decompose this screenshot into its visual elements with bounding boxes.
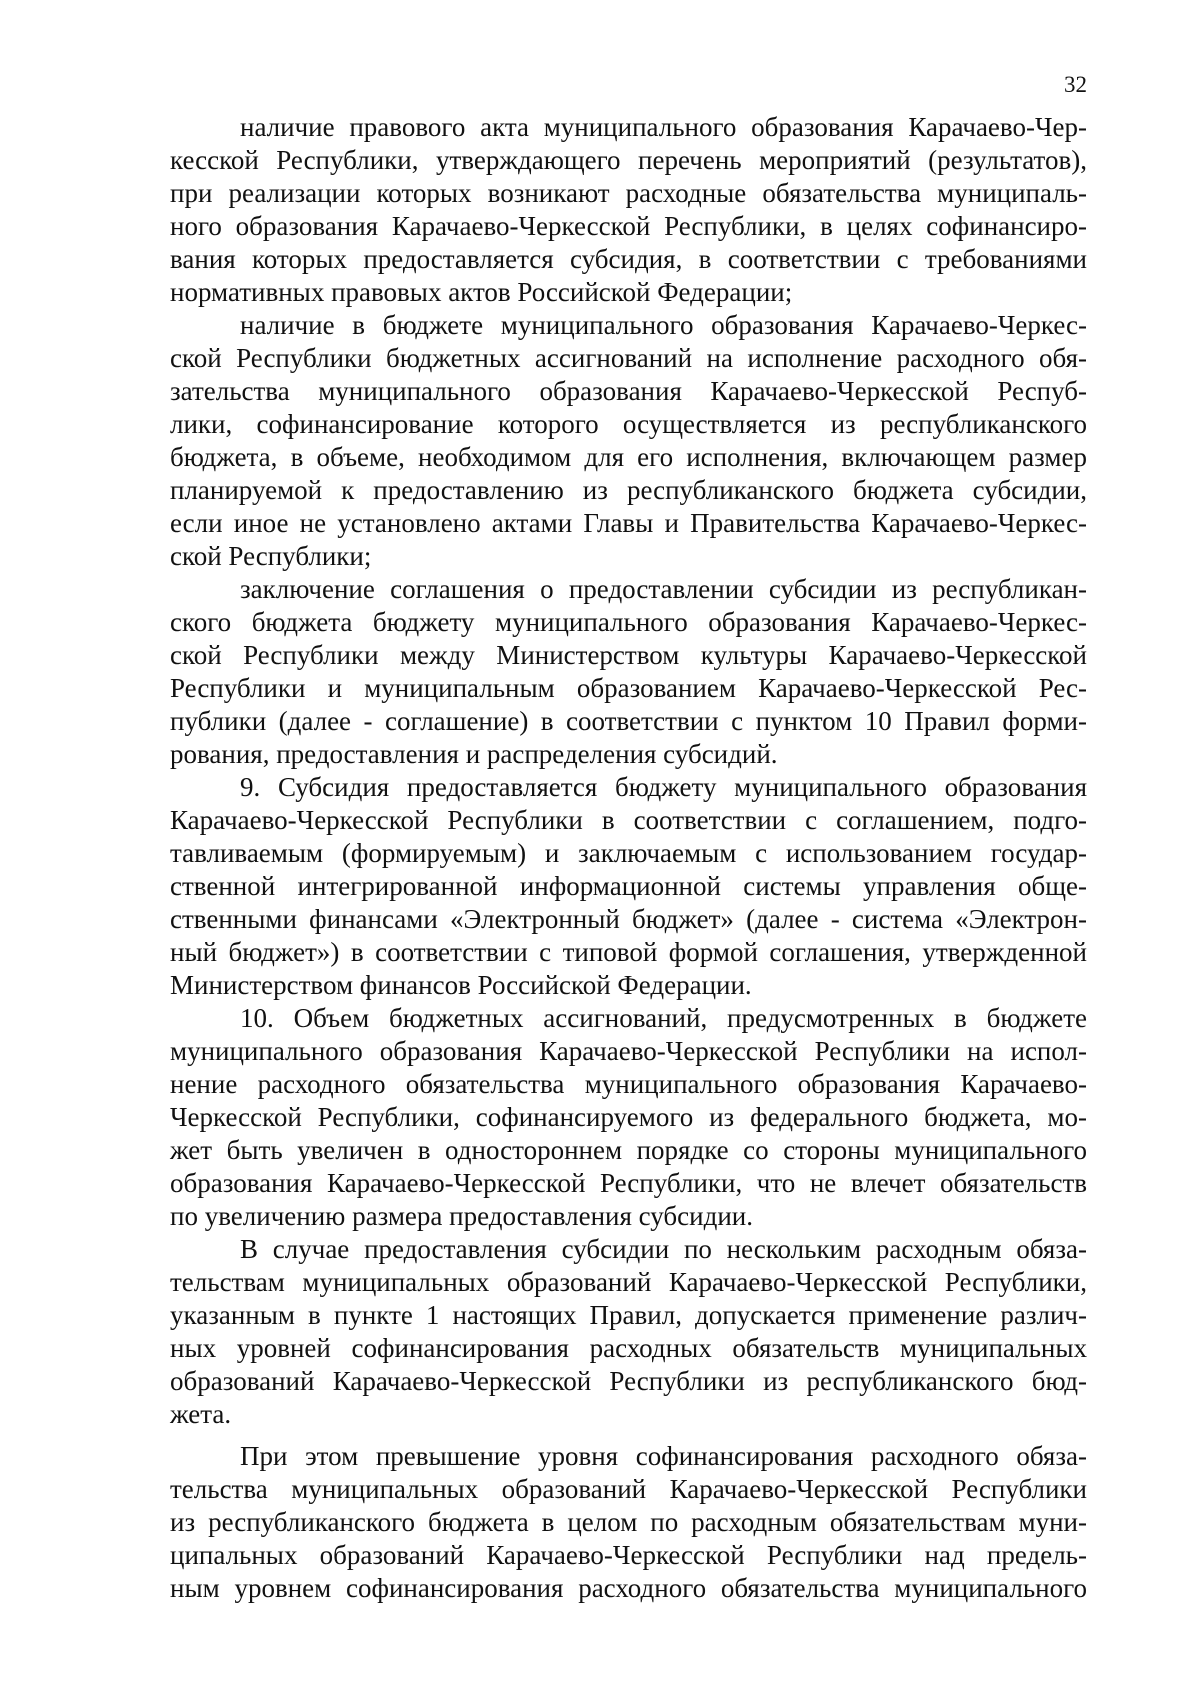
- text-line: муниципального образования Карачаево-Черкесской Республики на испол-: [170, 1036, 1087, 1066]
- text-line: заключение соглашения о предоставлении субсидии из республикан-: [240, 574, 1087, 604]
- text-line: ным уровнем софинансирования расходного обязательства муниципального: [170, 1573, 1087, 1603]
- text-line: ных уровней софинансирования расходных обязательств муниципальных: [170, 1333, 1087, 1363]
- text-line: Министерством финансов Российской Федерации.: [170, 970, 752, 1000]
- text-line: планируемой к предоставлению из республиканского бюджета субсидии,: [170, 475, 1087, 505]
- text-line: нение расходного обязательства муниципального образования Карачаево-: [170, 1069, 1087, 1099]
- text-line: нормативных правовых актов Российской Федерации;: [170, 277, 793, 307]
- text-line: бюджета, в объеме, необходимом для его исполнения, включающем размер: [170, 442, 1087, 472]
- paragraph: [170, 111, 1087, 309]
- paragraph: [170, 1002, 1087, 1233]
- text-line: образования Карачаево-Черкесской Республики, что не влечет обязательств: [170, 1168, 1087, 1198]
- text-line: 9. Субсидия предоставляется бюджету муниципального образования: [240, 772, 1087, 802]
- text-line: при реализации которых возникают расходные обязательства муниципаль-: [170, 178, 1087, 208]
- text-line: ской Республики между Министерством культуры Карачаево-Черкесской: [170, 640, 1087, 670]
- text-line: указанным в пункте 1 настоящих Правил, допускается применение различ-: [170, 1300, 1087, 1330]
- paragraph: [170, 771, 1087, 1002]
- document-body: [170, 111, 1087, 1605]
- text-line: если иное не установлено актами Главы и Правительства Карачаево-Черкес-: [170, 508, 1087, 538]
- text-line: 10. Объем бюджетных ассигнований, предусмотренных в бюджете: [240, 1003, 1087, 1033]
- text-line: лики, софинансирование которого осуществляется из республиканского: [170, 409, 1087, 439]
- paragraph-gap: [170, 1431, 1087, 1440]
- page-number: 32: [1064, 72, 1087, 97]
- text-line: ственными финансами «Электронный бюджет» (далее - система «Электрон-: [170, 904, 1087, 934]
- text-line: При этом превышение уровня софинансирования расходного обяза-: [240, 1441, 1087, 1471]
- text-line: наличие в бюджете муниципального образования Карачаево-Черкес-: [240, 310, 1087, 340]
- text-line: публики (далее - соглашение) в соответствии с пунктом 10 Правил форми-: [170, 706, 1087, 736]
- text-line: Карачаево-Черкесской Республики в соответствии с соглашением, подго-: [170, 805, 1087, 835]
- text-line: образований Карачаево-Черкесской Республики из республиканского бюд-: [170, 1366, 1087, 1396]
- paragraph: [170, 309, 1087, 573]
- text-line: вания которых предоставляется субсидия, в соответствии с требованиями: [170, 244, 1087, 274]
- paragraph: [170, 1233, 1087, 1431]
- paragraph: [170, 573, 1087, 771]
- paragraph: [170, 1440, 1087, 1605]
- text-line: зательства муниципального образования Карачаево-Черкесской Респуб-: [170, 376, 1087, 406]
- text-line: тавливаемым (формируемым) и заключаемым с использованием государ-: [170, 838, 1087, 868]
- text-line: ского бюджета бюджету муниципального образования Карачаево-Черкес-: [170, 607, 1087, 637]
- text-line: из республиканского бюджета в целом по расходным обязательствам муни-: [170, 1507, 1087, 1537]
- text-line: рования, предоставления и распределения субсидий.: [170, 739, 778, 769]
- text-line: ного образования Карачаево-Черкесской Республики, в целях софинансиро-: [170, 211, 1087, 241]
- text-line: В случае предоставления субсидии по нескольким расходным обяза-: [240, 1234, 1087, 1264]
- text-line: наличие правового акта муниципального образования Карачаево-Чер-: [240, 112, 1087, 142]
- text-line: тельствам муниципальных образований Карачаево-Черкесской Республики,: [170, 1267, 1087, 1297]
- text-line: Республики и муниципальным образованием Карачаево-Черкесской Рес-: [170, 673, 1087, 703]
- text-line: ципальных образований Карачаево-Черкесской Республики над предель-: [170, 1540, 1087, 1570]
- text-line: ской Республики бюджетных ассигнований на исполнение расходного обя-: [170, 343, 1087, 373]
- text-line: жета.: [170, 1399, 232, 1429]
- text-line: ный бюджет») в соответствии с типовой формой соглашения, утвержденной: [170, 937, 1087, 967]
- text-line: тельства муниципальных образований Карачаево-Черкесской Республики: [170, 1474, 1087, 1504]
- text-line: жет быть увеличен в одностороннем порядке со стороны муниципального: [170, 1135, 1087, 1165]
- text-line: ственной интегрированной информационной системы управления обще-: [170, 871, 1087, 901]
- text-line: ской Республики;: [170, 541, 372, 571]
- text-line: по увеличению размера предоставления субсидии.: [170, 1201, 753, 1231]
- text-line: кесской Республики, утверждающего перечень мероприятий (результатов),: [170, 145, 1087, 175]
- text-line: Черкесской Республики, софинансируемого из федерального бюджета, мо-: [170, 1102, 1087, 1132]
